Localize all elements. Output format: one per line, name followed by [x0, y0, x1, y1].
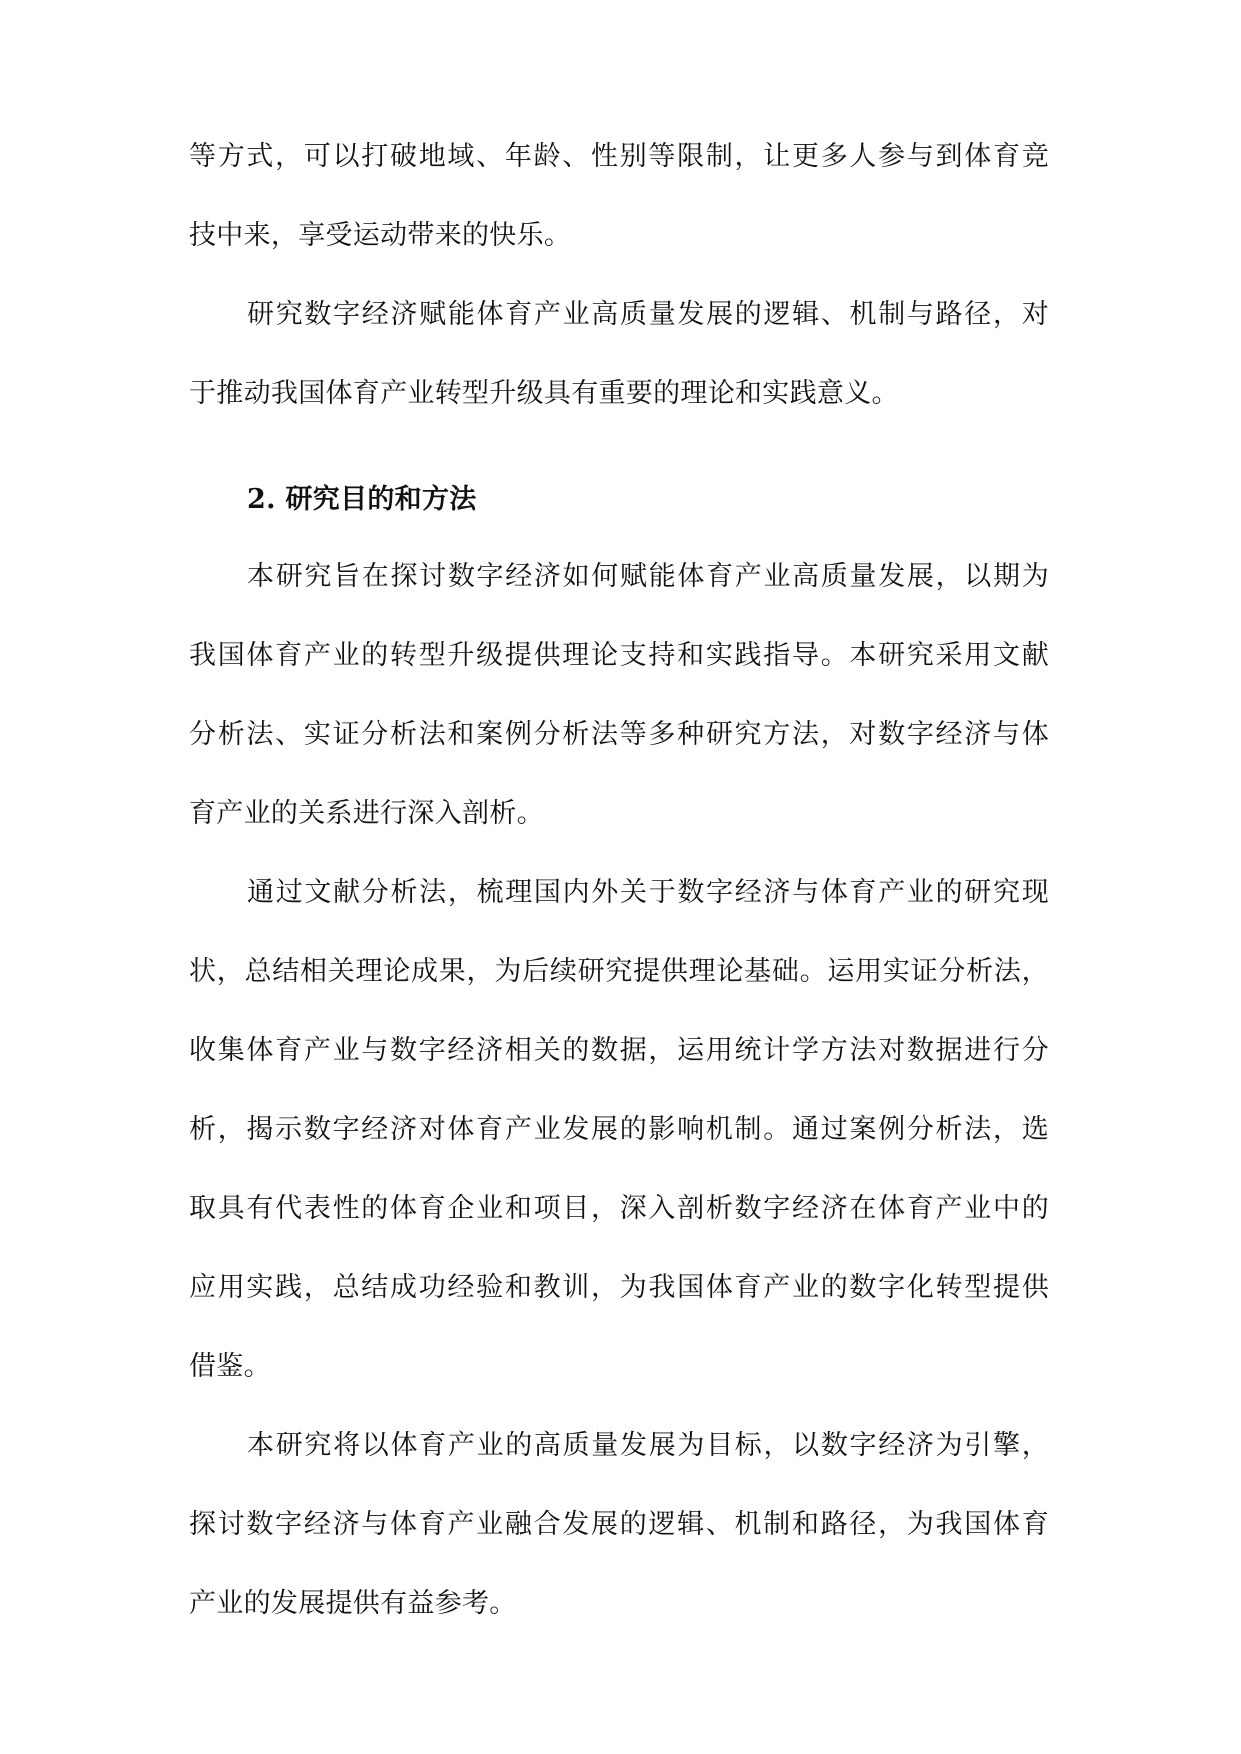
paragraph-4-line-5: 取具有代表性的体育企业和项目，深入剖析数字经济在体育产业中的 — [189, 1193, 1049, 1224]
paragraph-3-line-2: 我国体育产业的转型升级提供理论支持和实践指导。本研究采用文献 — [189, 640, 1049, 671]
paragraph-3-line-3: 分析法、实证分析法和案例分析法等多种研究方法，对数字经济与体 — [189, 719, 1049, 750]
paragraph-4-line-4: 析，揭示数字经济对体育产业发展的影响机制。通过案例分析法，选 — [189, 1114, 1049, 1145]
paragraph-2-line-2: 于推动我国体育产业转型升级具有重要的理论和实践意义。 — [189, 378, 899, 409]
paragraph-3-line-1: 本研究旨在探讨数字经济如何赋能体育产业高质量发展，以期为 — [247, 561, 1049, 592]
paragraph-1-line-1: 等方式，可以打破地域、年龄、性别等限制，让更多人参与到体育竞 — [189, 141, 1049, 172]
paragraph-4-line-6: 应用实践，总结成功经验和教训，为我国体育产业的数字化转型提供 — [189, 1272, 1049, 1303]
paragraph-4-line-1: 通过文献分析法，梳理国内外关于数字经济与体育产业的研究现 — [247, 877, 1049, 908]
paragraph-4-line-7: 借鉴。 — [189, 1351, 271, 1382]
paragraph-4-line-2: 状，总结相关理论成果，为后续研究提供理论基础。运用实证分析法， — [189, 956, 1049, 987]
paragraph-5-line-2: 探讨数字经济与体育产业融合发展的逻辑、机制和路径，为我国体育 — [189, 1509, 1049, 1540]
paragraph-2-line-1: 研究数字经济赋能体育产业高质量发展的逻辑、机制与路径，对 — [247, 299, 1049, 330]
paragraph-5-line-1: 本研究将以体育产业的高质量发展为目标，以数字经济为引擎， — [247, 1430, 1049, 1461]
paragraph-3-line-4: 育产业的关系进行深入剖析。 — [189, 798, 544, 829]
paragraph-5-line-3: 产业的发展提供有益参考。 — [189, 1588, 517, 1619]
paragraph-1-line-2: 技中来，享受运动带来的快乐。 — [189, 220, 572, 251]
paragraph-4-line-3: 收集体育产业与数字经济相关的数据，运用统计学方法对数据进行分 — [189, 1035, 1049, 1066]
section-heading: 2. 研究目的和方法 — [247, 484, 477, 515]
